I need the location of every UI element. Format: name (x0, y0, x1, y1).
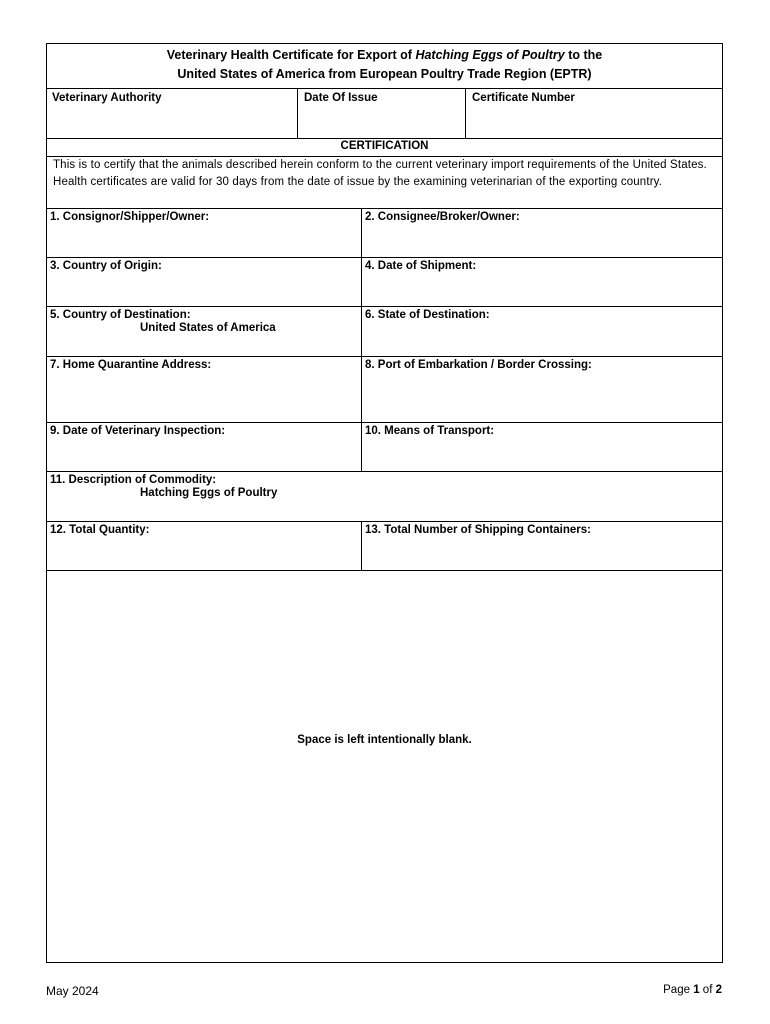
footer-date: May 2024 (46, 984, 99, 998)
title-line1-italic: Hatching Eggs of Poultry (415, 48, 565, 62)
country-of-destination-label: 5. Country of Destination: (50, 309, 191, 321)
page-of: of (699, 984, 716, 996)
date-of-inspection-field: 9. Date of Veterinary Inspection: (50, 425, 226, 437)
home-quarantine-address-field: 7. Home Quarantine Address: (50, 359, 212, 371)
divider (465, 89, 466, 138)
title-line1-suffix: to the (564, 48, 603, 62)
country-of-destination-field (47, 307, 361, 336)
port-of-embarkation-field: 8. Port of Embarkation / Border Crossing: (365, 359, 592, 371)
page-current: 1 (693, 984, 700, 996)
date-of-shipment-field: 4. Date of Shipment: (365, 260, 477, 272)
title-line2: United States of America from European Poultry Trade Region (EPTR) (177, 67, 592, 81)
certification-text: This is to certify that the animals described herein conform to the current veterinary import requirements of the United States. Health certificates are valid for 30 days from the date of issue by the examining veterinarian of the exporting country. (53, 159, 707, 188)
certificate-number-label: Certificate Number (472, 92, 575, 104)
divider (297, 89, 298, 138)
blank-space-note: Space is left intentionally blank. (297, 734, 472, 746)
description-of-commodity-label: 11. Description of Commodity: (50, 474, 217, 486)
state-of-destination-field: 6. State of Destination: (365, 309, 490, 321)
form-title (47, 44, 722, 89)
page-number (663, 984, 722, 996)
total-quantity-field: 12. Total Quantity: (50, 524, 150, 536)
page-prefix: Page (663, 984, 694, 996)
certificate-form (46, 43, 723, 963)
date-of-issue-label: Date Of Issue (304, 92, 378, 104)
divider (47, 570, 722, 571)
country-of-destination-value: United States of America (140, 322, 276, 334)
veterinary-authority-label: Veterinary Authority (52, 92, 162, 104)
consignee-field: 2. Consignee/Broker/Owner: (365, 211, 520, 223)
title-line1-prefix: Veterinary Health Certificate for Export of (166, 48, 416, 62)
certification-heading: CERTIFICATION (340, 140, 429, 152)
divider (47, 138, 722, 139)
country-of-origin-field: 3. Country of Origin: (50, 260, 162, 272)
means-of-transport-field: 10. Means of Transport: (365, 425, 495, 437)
consignor-field: 1. Consignor/Shipper/Owner: (50, 211, 210, 223)
description-of-commodity-field (47, 472, 722, 501)
page-total: 2 (715, 984, 722, 996)
description-of-commodity-value: Hatching Eggs of Poultry (140, 487, 278, 499)
total-containers-field: 13. Total Number of Shipping Containers: (365, 524, 591, 536)
